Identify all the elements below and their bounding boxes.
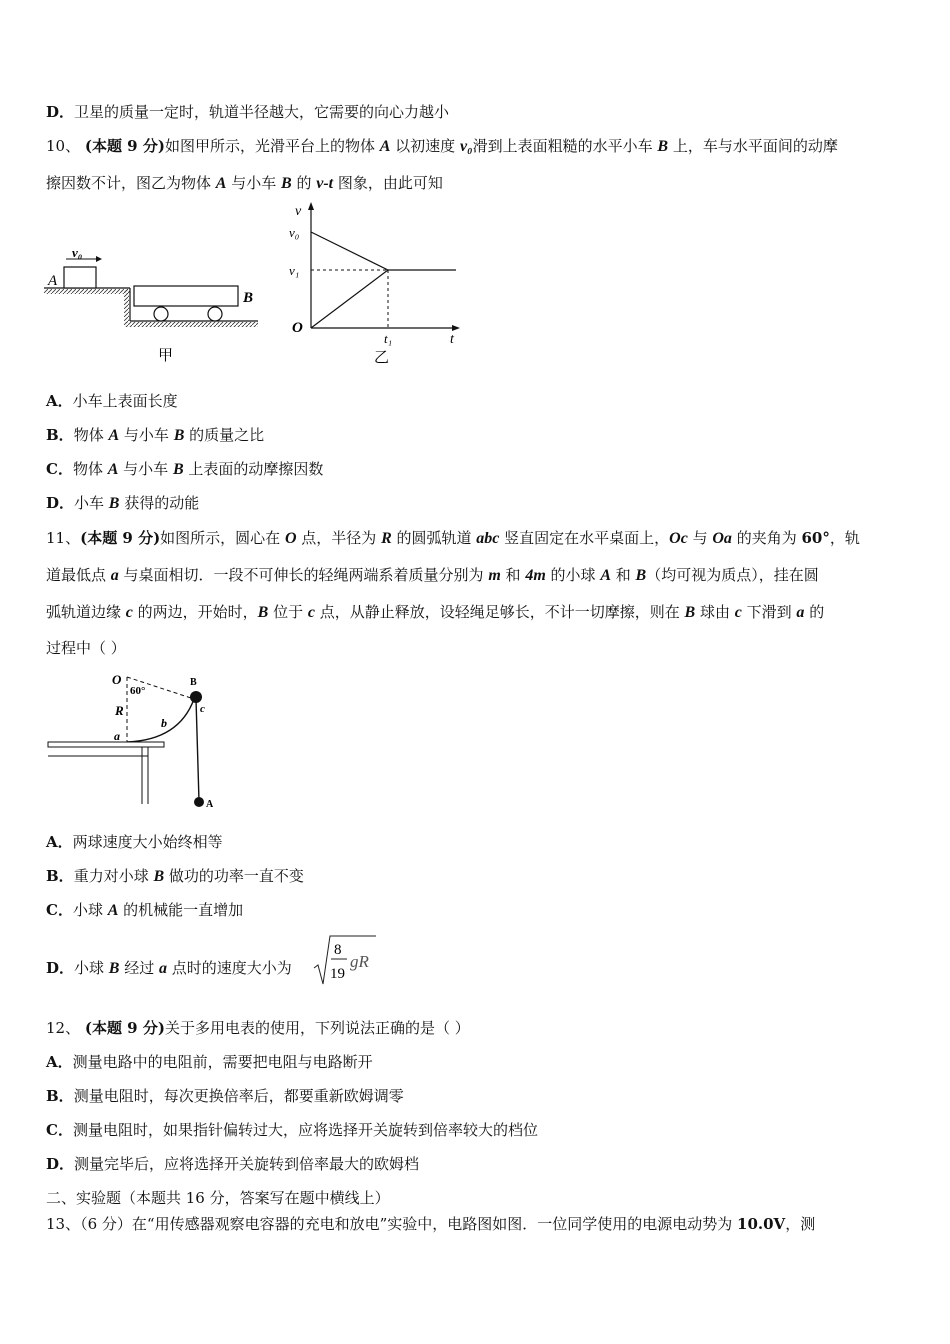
text-segment: 重力对小球 xyxy=(73,867,154,885)
text-segment: 经过 xyxy=(119,959,160,977)
text-segment: m xyxy=(488,567,501,584)
formula-numerator: 8 xyxy=(334,942,342,958)
text-segment: 的 xyxy=(291,174,317,192)
text-segment: 与小车 xyxy=(119,426,174,444)
origin-label: O xyxy=(292,320,303,336)
text-segment: 物体 xyxy=(73,426,109,444)
tick-v1: v₁ xyxy=(289,263,300,278)
text-segment: abc xyxy=(476,530,500,547)
text-segment: A xyxy=(379,138,391,155)
text-segment: B xyxy=(173,427,185,444)
text-segment: 如图甲所示，光滑平台上的物体 xyxy=(164,137,380,155)
text-segment: B xyxy=(257,604,269,621)
figure-10-yi-vt-graph xyxy=(284,200,474,370)
text-segment: 点时的速度大小为 xyxy=(167,959,292,977)
text-segment: A． xyxy=(46,833,73,851)
label-ball-a: A xyxy=(206,799,214,810)
tick-t1: t₁ xyxy=(384,331,393,346)
tick-v0: v₀ xyxy=(289,225,300,240)
text-segment: 的圆弧轨道 xyxy=(391,529,477,547)
caption-jia: 甲 xyxy=(158,348,174,364)
text-segment: 小车 xyxy=(74,494,109,512)
text-segment: 球由 xyxy=(695,603,735,621)
text-line xyxy=(46,528,860,549)
text-line xyxy=(46,638,126,658)
label-v0: v₀ xyxy=(72,245,83,260)
axis-label-v: v xyxy=(295,204,302,219)
formula-sqrt xyxy=(310,932,380,988)
text-line xyxy=(46,1188,390,1208)
text-segment: 道最低点 xyxy=(46,566,111,584)
text-segment: Oa xyxy=(712,530,732,547)
figure-11 xyxy=(44,668,234,813)
text-segment: c xyxy=(125,604,133,621)
text-segment: B xyxy=(108,960,120,977)
text-segment: D． xyxy=(46,494,75,512)
text-segment: B xyxy=(172,461,184,478)
text-line xyxy=(46,565,819,586)
text-segment: v-t xyxy=(316,175,334,192)
text-segment: A xyxy=(600,567,611,584)
text-line xyxy=(46,866,304,887)
axis-label-t: t xyxy=(450,332,454,347)
text-segment: 做功的功率一直不变 xyxy=(164,867,304,885)
text-segment: B xyxy=(635,567,647,584)
text-segment: a xyxy=(110,567,119,584)
text-segment: 下滑到 xyxy=(741,603,797,621)
text-segment: 滑到上表面粗糙的水平小车 xyxy=(472,137,658,155)
formula-denominator: 19 xyxy=(330,966,345,982)
text-segment: A xyxy=(107,902,119,919)
text-line xyxy=(46,391,178,411)
figure-10-jia xyxy=(44,245,264,365)
text-segment: c xyxy=(307,604,315,621)
text-line xyxy=(46,102,449,122)
text-segment: 与桌面相切．一段不可伸长的轻绳两端系着质量分别为 xyxy=(118,566,489,584)
text-line xyxy=(46,832,223,852)
text-line xyxy=(46,900,243,921)
text-line xyxy=(46,1086,404,1106)
text-line xyxy=(46,1018,470,1038)
text-line xyxy=(46,459,323,480)
label-r: R xyxy=(115,703,124,718)
text-segment: 测量电阻时，如果指针偏转过大，应将选择开关旋转到倍率较大的档位 xyxy=(72,1121,538,1139)
text-segment: B xyxy=(281,175,292,192)
text-line xyxy=(46,602,824,623)
text-segment: R xyxy=(381,530,392,547)
caption-yi: 乙 xyxy=(374,350,390,366)
text-line xyxy=(46,1052,373,1072)
text-segment: (本题 9 分) xyxy=(84,137,165,155)
text-segment: (本题 9 分) xyxy=(80,529,161,547)
label-b: B xyxy=(243,290,254,306)
text-segment: ，轨 xyxy=(829,529,860,547)
text-segment: v₀ xyxy=(459,138,473,155)
text-line xyxy=(46,136,838,157)
text-segment: 点，从静止释放，设轻绳足够长，不计一切摩擦，则在 xyxy=(315,603,685,621)
text-segment: A xyxy=(107,461,119,478)
text-segment: 位于 xyxy=(268,603,308,621)
text-segment: O xyxy=(284,530,297,547)
text-segment: C． xyxy=(46,1121,73,1139)
text-segment: A xyxy=(215,175,227,192)
text-segment: 与小车 xyxy=(118,460,173,478)
text-segment: 卫星的质量一定时，轨道半径越大，它需要的向心力越小 xyxy=(74,103,450,121)
text-segment: 两球速度大小始终相等 xyxy=(72,833,223,851)
text-segment: C． xyxy=(46,901,73,919)
text-segment: 小车上表面长度 xyxy=(72,392,178,410)
text-segment: Oc xyxy=(669,530,688,547)
text-segment: 上，车与水平面间的动摩 xyxy=(668,137,838,155)
text-segment: 二、实验题（本题共 16 分，答案写在题中横线上） xyxy=(46,1189,390,1207)
text-segment: B xyxy=(108,495,120,512)
text-segment: 60° xyxy=(801,529,830,547)
text-segment: B． xyxy=(46,426,74,444)
text-segment: 的 xyxy=(804,603,825,621)
label-a: A xyxy=(48,273,58,289)
text-line xyxy=(46,425,264,446)
text-segment: A． xyxy=(46,1053,73,1071)
text-segment: 4m xyxy=(525,567,546,584)
text-segment: 12、 xyxy=(46,1019,85,1037)
text-segment: 点，半径为 xyxy=(296,529,382,547)
text-segment: A xyxy=(108,427,120,444)
text-segment: 测量完毕后，应将选择开关旋转到倍率最大的欧姆档 xyxy=(74,1155,420,1173)
text-segment: 小球 xyxy=(74,959,109,977)
text-segment: 弧轨道边缘 xyxy=(46,603,126,621)
text-segment: 的夹角为 xyxy=(731,529,802,547)
text-segment: D． xyxy=(46,103,75,121)
text-segment: 以初速度 xyxy=(390,137,460,155)
text-segment: 测量电阻时，每次更换倍率后，都要重新欧姆调零 xyxy=(73,1087,404,1105)
text-segment: 13、（6 分）在“用传感器观察电容器的充电和放电”实验中，电路图如图．一位同学使用的电源电动势为 xyxy=(46,1215,738,1233)
text-segment: 和 xyxy=(611,566,636,584)
text-segment: ，测 xyxy=(785,1215,816,1233)
text-segment: 10、 xyxy=(46,137,85,155)
text-segment: a xyxy=(796,604,805,621)
text-segment: 的小球 xyxy=(545,566,601,584)
text-segment: 与 xyxy=(687,529,713,547)
label-angle: 60° xyxy=(130,685,146,697)
text-line xyxy=(46,1214,815,1234)
text-segment: B xyxy=(684,604,696,621)
text-segment: 11、 xyxy=(46,529,81,547)
text-segment: 如图所示，圆心在 xyxy=(160,529,285,547)
text-segment: 的两边，开始时， xyxy=(132,603,258,621)
label-ball-b: B xyxy=(190,677,197,688)
text-segment: A． xyxy=(46,392,73,410)
text-segment: 10.0V xyxy=(737,1215,786,1233)
text-segment: 的质量之比 xyxy=(184,426,265,444)
text-segment: a xyxy=(159,960,168,977)
label-a-point: a xyxy=(114,729,120,743)
text-segment: 获得的动能 xyxy=(119,494,200,512)
text-segment: B xyxy=(153,868,165,885)
text-segment: 关于多用电表的使用，下列说法正确的是（ ） xyxy=(164,1019,470,1037)
text-segment: C． xyxy=(46,460,73,478)
text-segment: (本题 9 分) xyxy=(84,1019,165,1037)
label-c-point: c xyxy=(200,703,205,715)
text-segment: 物体 xyxy=(72,460,108,478)
text-segment: 过程中（ ） xyxy=(46,639,126,657)
text-line xyxy=(46,958,292,979)
text-segment: 竖直固定在水平桌面上， xyxy=(499,529,670,547)
text-segment: B xyxy=(657,138,669,155)
text-segment: 和 xyxy=(500,566,526,584)
text-segment: 与小车 xyxy=(226,174,281,192)
label-b-point: b xyxy=(161,716,167,730)
text-segment: 小球 xyxy=(72,901,108,919)
text-segment: 擦因数不计，图乙为物体 xyxy=(46,174,216,192)
text-segment: c xyxy=(734,604,742,621)
label-o: O xyxy=(112,672,122,687)
text-segment: （均可视为质点），挂在圆 xyxy=(646,566,819,584)
formula-gr: gR xyxy=(350,952,369,971)
text-segment: 测量电路中的电阻前，需要把电阻与电路断开 xyxy=(72,1053,373,1071)
text-line xyxy=(46,173,443,194)
text-line xyxy=(46,1120,538,1140)
text-segment: 的机械能一直增加 xyxy=(118,901,244,919)
text-segment: B． xyxy=(46,867,74,885)
text-segment: D． xyxy=(46,1155,75,1173)
text-segment: 上表面的动摩擦因数 xyxy=(183,460,324,478)
text-line xyxy=(46,1154,419,1174)
text-segment: B． xyxy=(46,1087,74,1105)
text-segment: D． xyxy=(46,959,75,977)
text-line xyxy=(46,493,199,514)
text-segment: 图象，由此可知 xyxy=(333,174,443,192)
